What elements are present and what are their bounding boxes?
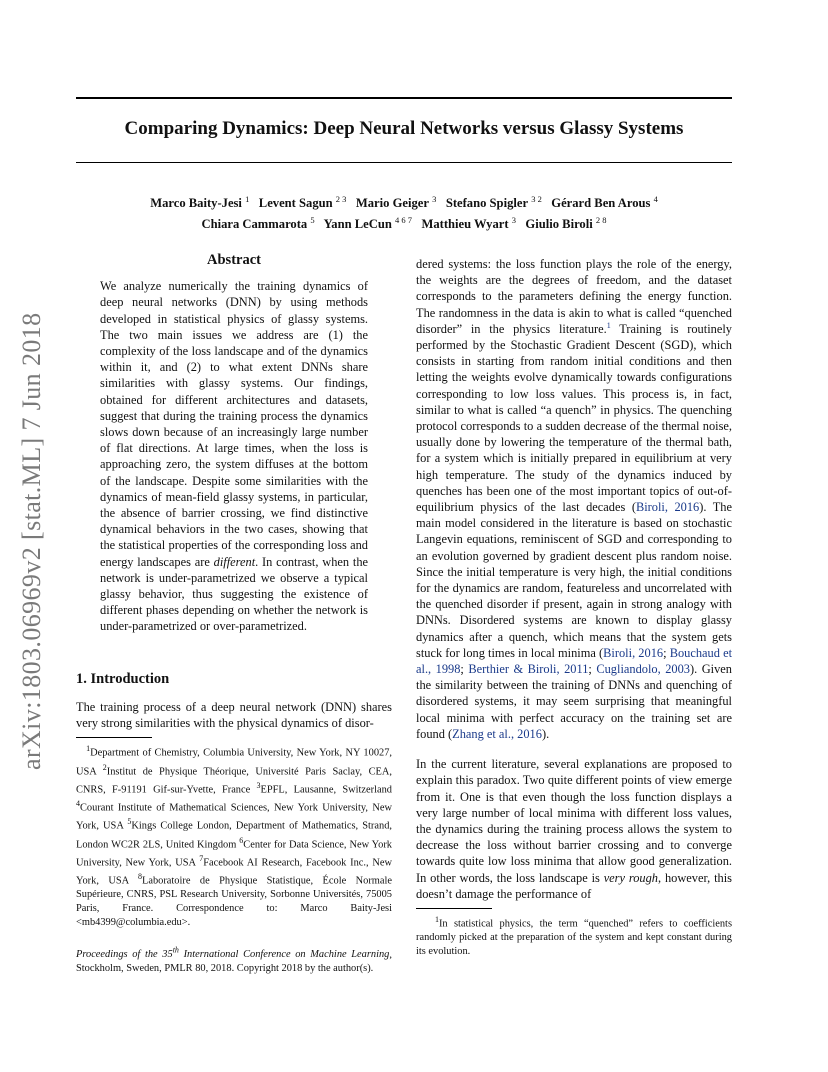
author-affiliation: 2 3 bbox=[335, 194, 347, 204]
footnote-number: 4 bbox=[76, 799, 80, 809]
abstract-heading: Abstract bbox=[207, 252, 261, 268]
abstract-part: We analyze numerically the training dynamics of deep neural networks (DNN) by using methods developed in statistical physics of glassy systems. The two main issues we address are (1) the complexity of the loss landscape and of the dynamics within it, and (2) to what extent DNNs share similarities with glassy systems. Our findings, obtained for different architectures and datasets, suggest that during the training process the dynamics slows down because of an increasingly large number of flat directions. At large times, when the loss is approaching zero, the system diffuses at the bottom of the landscape. Despite some similarities with the dynamics of mean-field glassy systems, in particular, the absence of barrier crossing, we find distinctive dynamical behaviors in the two cases, showing that the statistical properties of the corresponding loss and energy landscapes are bbox=[100, 279, 368, 569]
body-text: , however, this doesn’t damage the performance of bbox=[416, 870, 732, 901]
citation-separator: ; bbox=[663, 645, 670, 660]
author-affiliation: 4 bbox=[653, 194, 658, 204]
body-text: dered systems: the loss function plays the role of the energy, the weights are the degrees of freedom, and the dataset corresponds to the parameters defining the energy function. The randomness in the data is akin to what is called “quenched disorder” in the physics literature. bbox=[416, 257, 732, 336]
author: Mario Geiger bbox=[355, 196, 429, 211]
footnote-number: 8 bbox=[137, 872, 142, 882]
abstract-text bbox=[100, 278, 368, 634]
footnote-number: 2 bbox=[102, 762, 107, 772]
affiliation-text: Institut de Physique Théorique, Université Paris Saclay, CEA, CNRS, F-91191 Gif-sur-Yvette, France bbox=[76, 766, 392, 796]
abstract-emphasis: different bbox=[213, 554, 256, 569]
footnote-text: In statistical physics, the term “quenched” refers to coefficients randomly picked at the preparation of the system and kept constant during its evolution. bbox=[416, 918, 732, 957]
proceedings-note bbox=[76, 944, 392, 976]
citation-link[interactable]: Biroli, 2016 bbox=[635, 500, 700, 515]
proceedings-part: Proceedings of the 35 bbox=[76, 949, 173, 961]
author: Matthieu Wyart bbox=[421, 217, 509, 232]
author-affiliation: 3 bbox=[432, 194, 437, 204]
author: Giulio Biroli bbox=[525, 217, 593, 232]
footnote-1 bbox=[416, 913, 732, 959]
author: Chiara Cammarota bbox=[201, 217, 308, 232]
author-affiliation: 4 6 7 bbox=[395, 215, 413, 226]
footnote-number: 1 bbox=[434, 914, 439, 924]
citation-separator: ; bbox=[588, 662, 597, 677]
author: Gérard Ben Arous bbox=[551, 196, 651, 211]
affiliation-text: Department of Chemistry, Columbia University, New York, NY 10027, USA bbox=[76, 747, 393, 778]
body-text: ). Given the similarity between the training of DNNs and quenching of disordered systems, it may seem surprising that meaningful local minima with perfect accuracy on the training set are found ( bbox=[416, 662, 732, 741]
affiliation-text: Laboratoire de Physique Statistique, École Normale Supérieure, CNRS, PSL Research University, Sorbonne Universités, 75005 Paris, France. Correspondence to: Marco Baity-Jesi <mb4399@columbia.edu>. bbox=[76, 875, 392, 928]
proceedings-part: , Stockholm, Sweden, PMLR 80, 2018. Copyright 2018 by the author(s). bbox=[76, 949, 392, 975]
left-column bbox=[76, 252, 392, 976]
proceedings-venue bbox=[76, 945, 390, 961]
title-rule-bottom bbox=[76, 162, 732, 163]
body-text: In the current literature, several explanations are proposed to explain this paradox. Two quite different points of view emerge from it. One is that even though the loss function displays a very large number of local minima with different loss values, the dynamics during the training process allows the system to decrease the loss without barrier crossing and to converge towards quite low loss minima that allow good generalization. In other words, the loss landscape is bbox=[416, 757, 732, 885]
affiliation-text: Kings College London, Department of Mathematics, Strand, London WC2R 2LS, United Kingdom bbox=[76, 820, 392, 851]
paper-title: Comparing Dynamics: Deep Neural Networks versus Glassy Systems bbox=[124, 118, 684, 139]
body-emphasis: very rough bbox=[603, 870, 659, 885]
body-text: ). bbox=[541, 726, 550, 741]
citation-link[interactable]: Zhang et al., 2016 bbox=[452, 726, 542, 741]
author: Marco Baity-Jesi bbox=[150, 196, 242, 211]
right-column bbox=[416, 256, 732, 959]
footnote-reference[interactable]: 1 bbox=[606, 320, 611, 330]
affiliation-text: Center for Data Science, New York University, New York, USA bbox=[76, 839, 392, 869]
citation-link[interactable]: Cugliandolo, 2003 bbox=[596, 662, 690, 677]
body-paragraph bbox=[416, 256, 732, 742]
footnote-number: 5 bbox=[127, 817, 132, 827]
author: Levent Sagun bbox=[258, 196, 333, 211]
author-affiliation: 1 bbox=[245, 194, 250, 204]
citation-link[interactable]: Berthier & Biroli, 2011 bbox=[468, 662, 589, 677]
author-affiliation: 3 bbox=[511, 215, 516, 226]
affiliation-text: EPFL, Lausanne, Switzerland bbox=[260, 784, 393, 796]
affiliations-footnote bbox=[76, 742, 392, 930]
citation-separator: ; bbox=[460, 662, 469, 677]
footnote-number: 3 bbox=[256, 780, 261, 790]
author: Yann LeCun bbox=[323, 217, 392, 232]
citation-link[interactable]: Biroli, 2016 bbox=[603, 645, 664, 660]
affiliation-text: Facebook AI Research, Facebook Inc., New York, USA bbox=[76, 857, 392, 887]
footnote-number: 7 bbox=[199, 853, 204, 863]
footnote-number: 6 bbox=[239, 835, 244, 845]
author-list bbox=[76, 191, 732, 233]
author: Stefano Spigler bbox=[445, 196, 529, 211]
footnote-rule bbox=[76, 737, 152, 738]
footnote-rule bbox=[416, 908, 492, 909]
intro-paragraph: The training process of a deep neural network (DNN) shares very strong similarities with the physical dynamics of disor- bbox=[76, 699, 392, 731]
affiliation-text: Courant Institute of Mathematical Sciences, New York University, New York, USA bbox=[76, 802, 392, 832]
body-text: ). The main model considered in the literature is based on stochastic Langevin equations, reminiscent of SGD and corresponding to an evolution governed by gradient descent plus random noise. Since the initial temperature is very high, the initial conditions for the dynamics are random, featureless and uncorrelated with the quenched disorder if present, again in strong analogy with DNNs. Disordered systems are known to display glassy dynamics after a quench, which means that the system gets stuck for long times in local minima ( bbox=[416, 500, 733, 660]
body-text: Training is routinely performed by the Stochastic Gradient Descent (SGD), which consists in starting from random initial conditions and then letting the weights evolve dynamically towards configurations corresponding to low loss values. This process is, in fact, similar to what is called “a quench” in physics. The quenching protocol corresponds to a sudden decrease of the thermal noise, usually done by lowering the temperature of the thermal bath, for a system which is initially prepared in equilibrium at very high temperature. The study of the dynamics induced by quenches has been one of the most important topics of out-of-equilibrium physics of the last decades ( bbox=[416, 321, 732, 515]
proceedings-part: International Conference on Machine Learning bbox=[178, 949, 390, 961]
citation-link[interactable]: Bouchaud et al., 1998 bbox=[416, 645, 733, 677]
footnote-number: 1 bbox=[86, 744, 91, 754]
author-affiliation: 2 8 bbox=[595, 215, 607, 226]
author-affiliation: 5 bbox=[310, 215, 315, 226]
arxiv-stamp: arXiv:1803.06969v2 [stat.ML] 7 Jun 2018 bbox=[17, 312, 46, 770]
author-affiliation: 3 2 bbox=[531, 194, 542, 204]
body-paragraph bbox=[416, 756, 732, 902]
section-heading-introduction: 1. Introduction bbox=[76, 670, 170, 687]
proceedings-sup: th bbox=[172, 945, 179, 955]
abstract-part: . In contrast, when the network is under-parametrized we observe a typical glassy behavior, thus suggesting the existence of different phases depending on whether the network is under-parametrized or over-parametrized. bbox=[100, 554, 369, 634]
title-rule-top bbox=[76, 97, 732, 99]
